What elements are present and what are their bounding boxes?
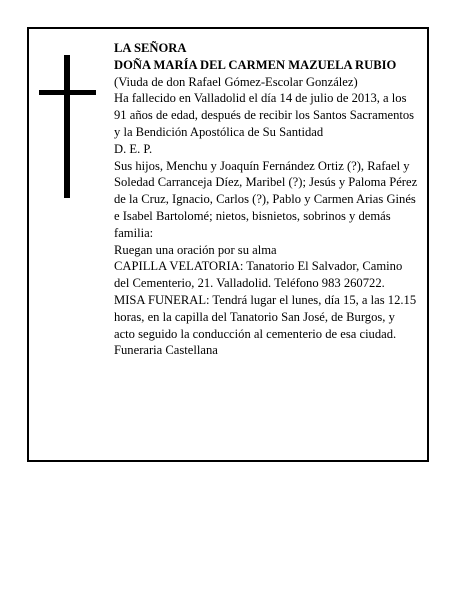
funeral-home: Funeraria Castellana bbox=[114, 343, 218, 358]
wake-chapel-info: CAPILLA VELATORIA: Tanatorio El Salvador, Camino del Cementerio, 21. Valladolid. Teléfono 983 260722. bbox=[114, 259, 403, 291]
funeral-mass-info: MISA FUNERAL: Tendrá lugar el lunes, día 15, a las 12.15 horas, en la capilla del Tanatorio San José, de Burgos, y acto seguido la conducción al cementerio de esa ciudad. bbox=[114, 292, 417, 341]
family-list: Sus hijos, Menchu y Joaquín Fernández Ortiz (?), Rafael y Soledad Carranceja Díez, Maribel (?); Jesús y Paloma Pérez de la Cruz, Ignacio, Carlos (?), Pablo y Carmen Arias Ginés e Isabel Bartolomé; nietos, bisnietos, sobrinos y demás familia: bbox=[114, 158, 418, 240]
cross-icon bbox=[39, 55, 96, 198]
death-announcement: Ha fallecido en Valladolid el día 14 de julio de 2013, a los 91 años de edad, después de recibir los Santos Sacramentos y la Bendición Apostólica de Su Santidad bbox=[114, 91, 415, 139]
notice-title: LA SEÑORA bbox=[114, 41, 187, 55]
deceased-name: DOÑA MARÍA DEL CARMEN MAZUELA RUBIO bbox=[114, 57, 397, 72]
cross-horizontal-bar bbox=[39, 90, 96, 95]
obituary-text bbox=[114, 40, 419, 359]
prayer-request: Ruegan una oración por su alma bbox=[114, 242, 277, 257]
cross-vertical-bar bbox=[64, 55, 70, 198]
obituary-notice bbox=[27, 27, 429, 462]
rip: D. E. P. bbox=[114, 141, 153, 156]
widow-of: (Viuda de don Rafael Gómez-Escolar González) bbox=[114, 74, 358, 89]
